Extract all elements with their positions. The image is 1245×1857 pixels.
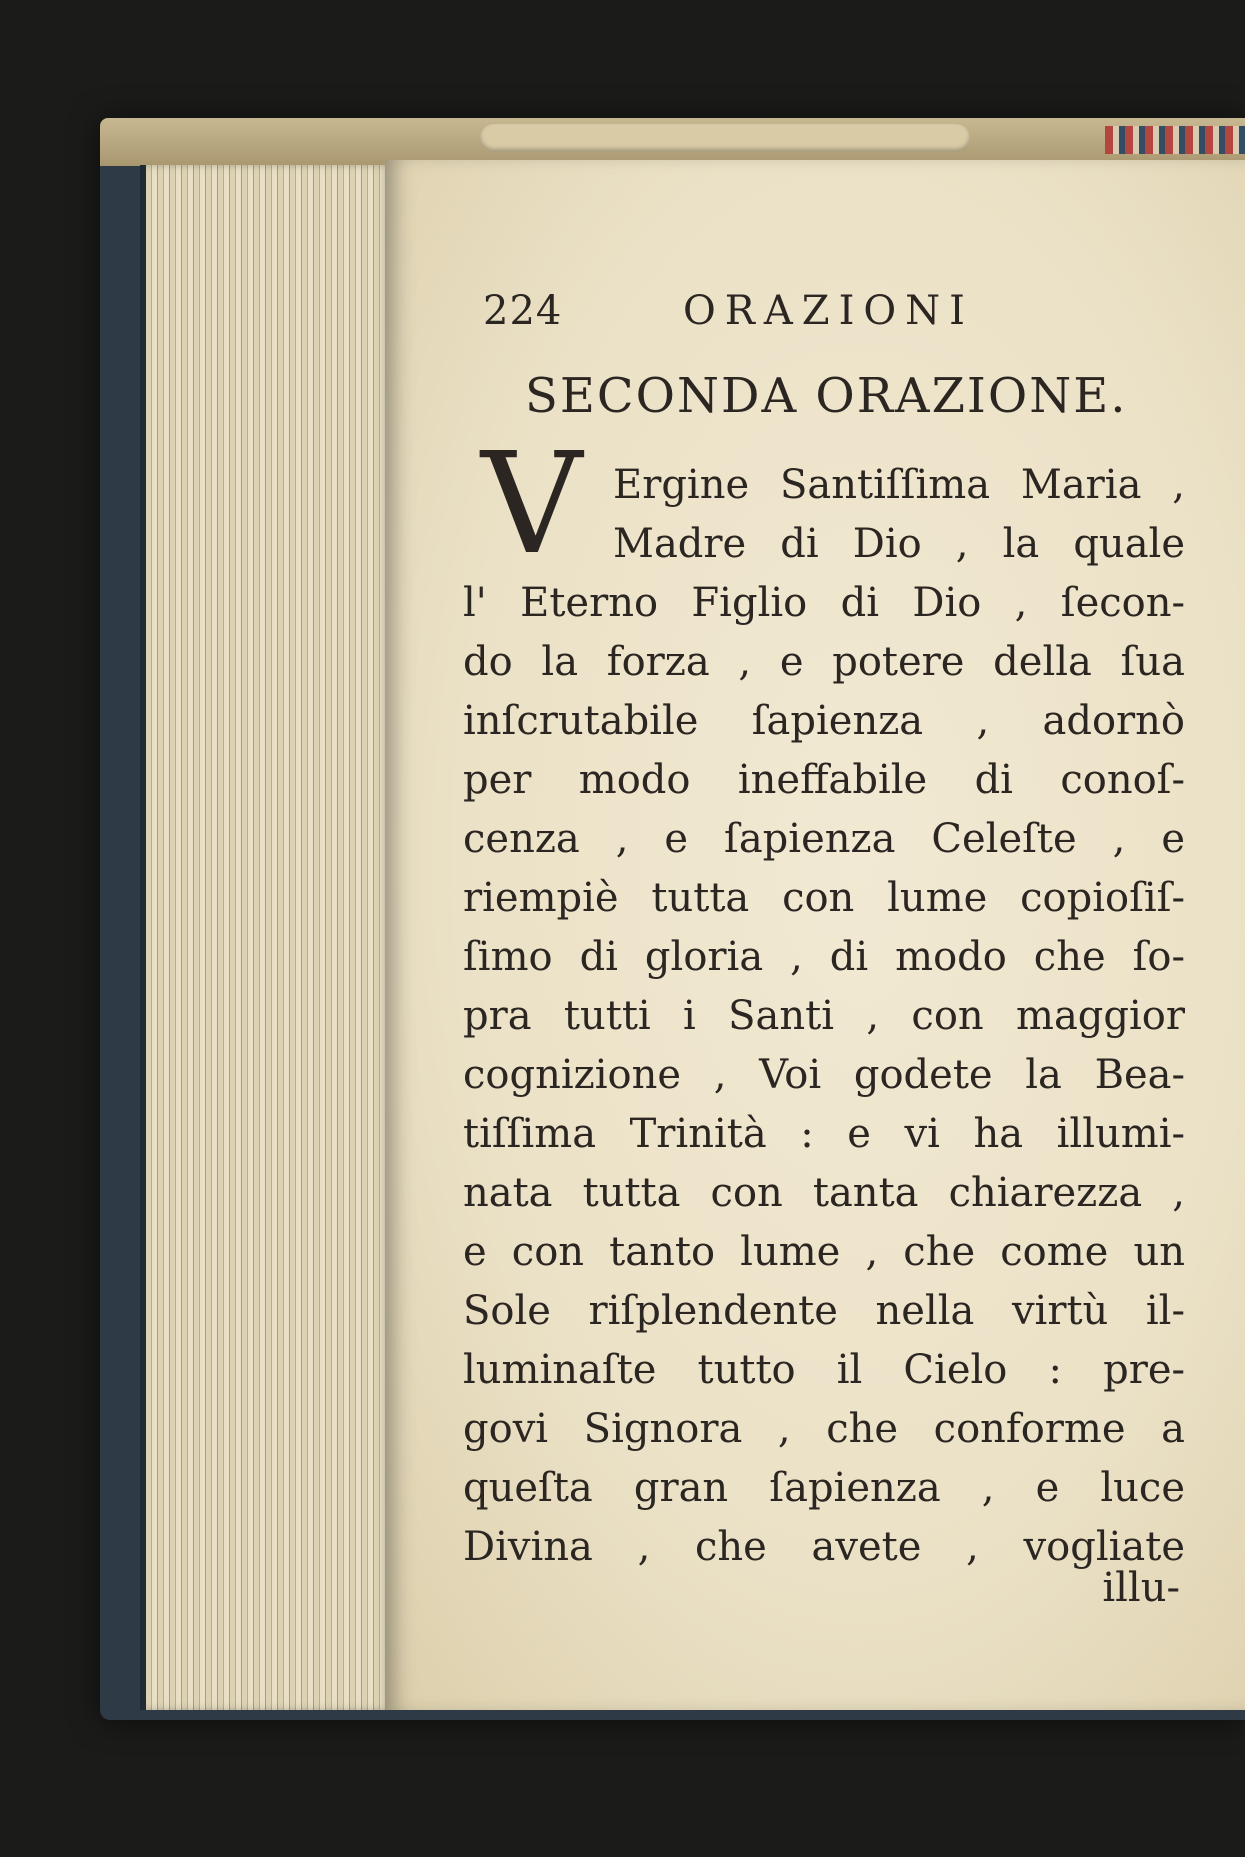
text-line: e con tanto lume , che come un <box>463 1229 1185 1275</box>
text-line: per modo ineffabile di conoſ- <box>463 757 1185 803</box>
book-top-edge <box>100 118 1245 166</box>
text-line: cenza , e ſapienza Celeſte , e <box>463 816 1185 862</box>
book-page <box>385 160 1245 1710</box>
section-title: SECONDA ORAZIONE. <box>525 368 1128 424</box>
page-stack-edge <box>140 165 391 1710</box>
text-line: do la forza , e potere della ſua <box>463 639 1185 685</box>
text-line: ſimo di gloria , di modo che ſo- <box>463 934 1185 980</box>
drop-cap: V <box>481 423 583 586</box>
text-line: pra tutti i Santi , con maggior <box>463 993 1185 1039</box>
text-line: govi Signora , che conforme a <box>463 1406 1185 1452</box>
text-line: tiſſima Trinità : e vi ha illumi- <box>463 1111 1185 1157</box>
text-line: luminaſte tutto il Cielo : pre- <box>463 1347 1185 1393</box>
text-line: nata tutta con tanta chiarezza , <box>463 1170 1185 1216</box>
catchword: illu- <box>1102 1565 1180 1611</box>
text-line: inſcrutabile ſapienza , adornò <box>463 698 1185 744</box>
text-line: Ergine Santiſſima Maria , <box>613 462 1185 508</box>
text-line: l' Eterno Figlio di Dio , ſecon- <box>463 580 1185 626</box>
page-number: 224 <box>483 288 563 334</box>
body-text <box>463 456 1185 1577</box>
text-line: Madre di Dio , la quale <box>613 521 1185 567</box>
running-head <box>483 288 1083 348</box>
bookmark-ribbon <box>1105 126 1245 154</box>
text-line: cognizione , Voi godete la Bea- <box>463 1052 1185 1098</box>
text-line: riempiè tutta con lume copioſiſ- <box>463 875 1185 921</box>
headband <box>480 124 970 152</box>
running-head-title: ORAZIONI <box>683 288 974 334</box>
text-line: queſta gran ſapienza , e luce <box>463 1465 1185 1511</box>
text-line: Sole riſplendente nella virtù il- <box>463 1288 1185 1334</box>
text-line: Divina , che avete , vogliate <box>463 1524 1185 1570</box>
